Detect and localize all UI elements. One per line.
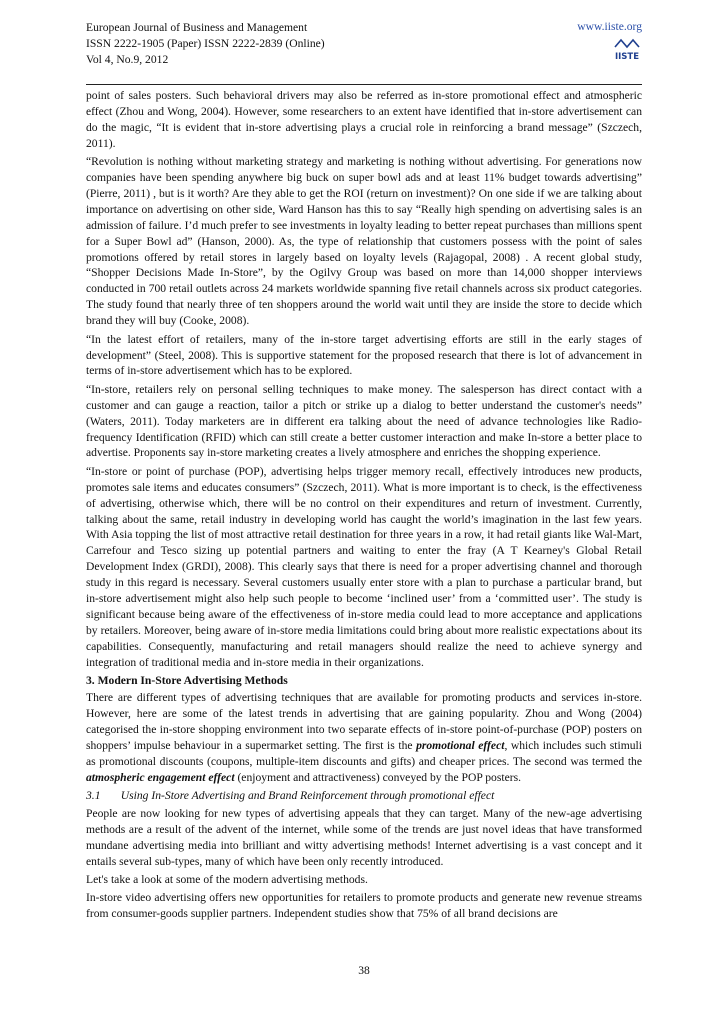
volume-line: Vol 4, No.9, 2012 (86, 53, 169, 66)
paragraph-6 (86, 690, 642, 785)
subsection-heading-3-1: 3.1 Using In-Store Advertising and Brand Reinforcement through promotional effect (86, 788, 495, 802)
page-body (86, 88, 642, 925)
paragraph-9: In-store video advertising offers new opportunities for retailers to promote products and generate new revenue streams from consumer-goods supplier partners. Independent studies show that 75% of all brand decisions are (86, 891, 642, 921)
paragraph-5: “In-store or point of purchase (POP), advertising helps trigger memory recall, effectively introduces new products, promotes sale items and educates consumers” (Szczech, 2011). What is more important is to check, is the effectiveness of advertising, otherwise which, there will be no control on their expenditures and return of investment. Currently, talking about the same, retail industry in developing world has caught the world’s imagination in the last few years. With Asia topping the list of most attractive retail destination for three years in a row, it had retail giants like Wal-Mart, Carrefour and Tesco sizing up potential partners and waiting to enter the fray (A T Kearney's Global Retail Development Index (GRDI), 2008). This clearly says that there is need for a proper advertising channel and thorough study in this regard is necessary. Several customers usually enter store with a plan to purchase a particular brand, but in-store advertisement might also help such people to become ‘inclined user’ from a ‘committed user’. The study is significant because being aware of the effectiveness of in-store media could lead to more acceptance and applications by retailers. Moreover, being aware of in-store media limitations could bring about more realistic expectations about its capabilities. Consequently, manufacturing and retail managers should realize the need to achieve synergy and integration of traditional media and in-store media in their organizations. (86, 464, 642, 669)
promotional-effect-term: promotional effect (416, 738, 505, 752)
paragraph-7: People are now looking for new types of advertising appeals that they can target. Many of the new-age advertising methods are a result of the advent of the internet, while some of the trends are just novel ideas that have transformed mundane advertising media into brilliant and witty advertising methods! Internet advertising is a vast concept and it entails several sub-types, many of which have been only recently introduced. (86, 806, 642, 868)
paragraph-6-part-a: There are different types of advertising techniques that are available for promoting products and services in-store. However, here are some of the latest trends in advertising that are gaining popularity. Zhou and Wong (2004) categorised the in-store shopping environment into two separate effects of in-store point-of-purchase (POP) posters on shoppers’ impulse behaviour in a supermarket setting. The first is the (86, 691, 642, 752)
iiste-logo (612, 38, 642, 62)
atmospheric-effect-term: atmospheric engagement effect (86, 770, 235, 784)
page-number: 38 (358, 964, 370, 977)
journal-url-link[interactable]: www.iiste.org (577, 20, 642, 33)
issn-line: ISSN 2222-1905 (Paper) ISSN 2222-2839 (Online) (86, 37, 325, 50)
page-header (86, 20, 642, 84)
paragraph-2: “Revolution is nothing without marketing strategy and marketing is nothing without advertising. For generations now companies have been spending anywhere big buck on super bowl ads and at least 11% budget towards advertising” (Pierre, 2011) , but is it worth? Are they able to get the ROI (return on investment)? On one side if we are talking about importance on advertising on other side, Ward Hanson has this to say “Really high spending on advertising sales is an admission of failure. I’d much prefer to see investments in loyalty leading to better repeat purchases than millions spent for a Super Bowl ad” (Hanson, 2000). As, the type of relationship that customers possess with the point of sales promotions offered by retail stores in largely based on loyalty levels (Rajagopal, 2008) . A recent global study, “Shopper Decisions Made In-Store”, by the Ogilvy Group was based on more than 14,000 shopper interviews conducted in 700 retail outlets across 24 markets worldwide spanning five retail channels across six product categories. The study found that nearly three of ten shoppers around the world wait until they are inside the store to decide which brand they will buy (Cooke, 2008). (86, 155, 642, 328)
iiste-logo-text: IISTE (614, 52, 640, 62)
paragraph-6-part-c: (enjoyment and attractiveness) conveyed by the POP posters. (234, 770, 521, 784)
paragraph-3: “In the latest effort of retailers, many of the in-store target advertising efforts are still in the early stages of development” (Steel, 2008). This is supportive statement for the proposed research that there is lot of advancement in terms of in-store advertisement which has to be explored. (86, 332, 642, 378)
paragraph-8: Let's take a look at some of the modern advertising methods. (86, 873, 368, 886)
paragraph-1: point of sales posters. Such behavioral drivers may also be referred as in-store promotional effect and atmospheric effect (Zhou and Wong, 2004). However, some researchers to an extent have identified that in-store advertisement can do the magic, “It is evident that in-store advertising plays a crucial role in reinforcing a brand message” (Szczech, 2011). (86, 89, 642, 150)
section-heading-3: 3. Modern In-Store Advertising Methods (86, 674, 288, 688)
paragraph-4: “In-store, retailers rely on personal selling techniques to make money. The salesperson has direct contact with a customer and can gauge a reaction, tailor a pitch or strike up a dialog to better understand the customer's needs” (Waters, 2011). Today marketers are in different era talking about the need of advance technologies like Radio-frequency Identification (RFID) which can still create a better customer interaction and make In-store a better place to advertise. Proponents say in-store marketing creates a lively atmosphere and enriches the shopping experience. (86, 382, 642, 460)
paragraph-6-part-b: , which includes such stimuli as promotional discounts (coupons, multiple-item discounts and gifts) and cheaper prices. The second was termed the (86, 738, 642, 768)
header-rule (86, 84, 642, 85)
journal-title: European Journal of Business and Management (86, 21, 308, 34)
